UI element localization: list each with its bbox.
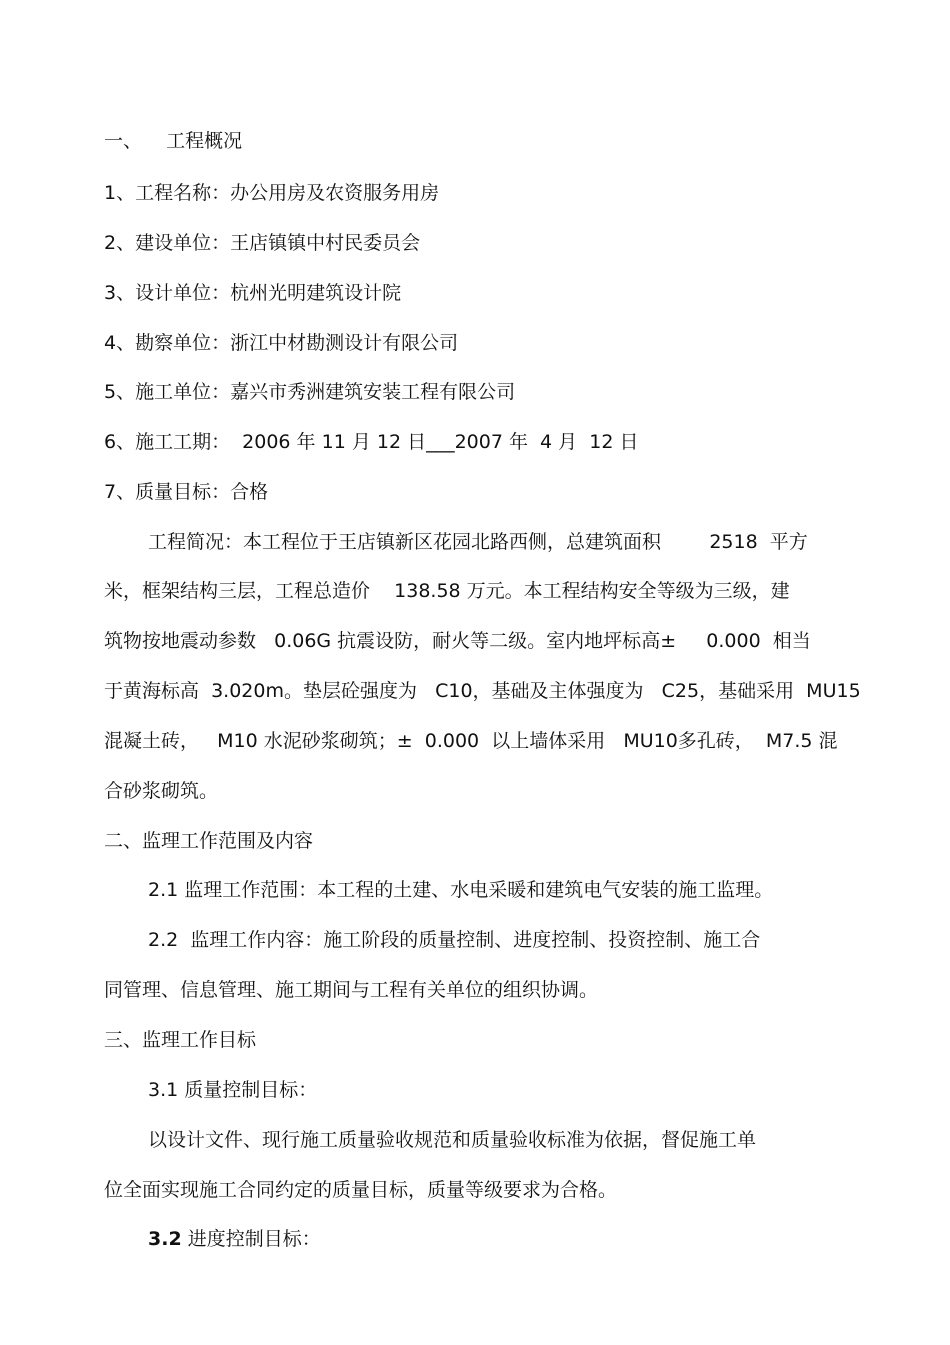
section-3-1-title: 3.1 质量控制目标： [148,1079,318,1101]
section-3-heading: 三、监理工作目标 [104,1029,257,1051]
overview-line-5: 混凝土砖， M10 水泥砂浆砌筑；± 0.000 以上墙体采用 MU10多孔砖， M7.5 混 [104,730,838,752]
item-client: 2、建设单位：王店镇镇中村民委员会 [104,232,421,254]
item-surveyor: 4、勘察单位：浙江中材勘测设计有限公司 [104,332,459,354]
overview-line-1: 工程简况：本工程位于王店镇新区花园北路西侧，总建筑面积 2518 平方 [148,531,808,553]
item-quality-goal: 7、质量目标：合格 [104,481,269,503]
item-schedule: 6、施工工期： 2006 年 11 月 12 日___2007 年 4 月 12 日 [104,431,639,453]
section-2-1: 2.1 监理工作范围：本工程的土建、水电采暖和建筑电气安装的施工监理。 [148,879,774,901]
section-2-2-line-2: 同管理、信息管理、施工期间与工程有关单位的组织协调。 [104,979,599,1001]
section-2-2-line-1: 2.2 监理工作内容：施工阶段的质量控制、进度控制、投资控制、施工合 [148,929,761,951]
section-3-1-text-2: 位全面实现施工合同约定的质量目标，质量等级要求为合格。 [104,1179,618,1201]
item-designer: 3、设计单位：杭州光明建筑设计院 [104,282,402,304]
overview-line-2: 米，框架结构三层，工程总造价 138.58 万元。本工程结构安全等级为三级，建 [104,580,790,602]
overview-line-4: 于黄海标高 3.020m。垫层砼强度为 C10，基础及主体强度为 C25，基础采用 MU15 [104,680,861,702]
overview-line-3: 筑物按地震动参数 0.06G 抗震设防，耐火等二级。室内地坪标高± 0.000 相当 [104,630,811,652]
item-contractor: 5、施工单位：嘉兴市秀洲建筑安装工程有限公司 [104,381,516,403]
section-3-1-text-1: 以设计文件、现行施工质量验收规范和质量验收标准为依据，督促施工单 [148,1129,757,1151]
section-1-heading: 一、 工程概况 [104,130,243,152]
section-3-2-title [148,1226,321,1252]
section-3-2-number: 3.2 [148,1228,182,1250]
section-3-2-label: 进度控制目标： [181,1228,321,1250]
overview-line-6: 合砂浆砌筑。 [104,780,219,802]
section-2-heading: 二、监理工作范围及内容 [104,830,314,852]
item-project-name: 1、工程名称：办公用房及农资服务用房 [104,182,440,204]
